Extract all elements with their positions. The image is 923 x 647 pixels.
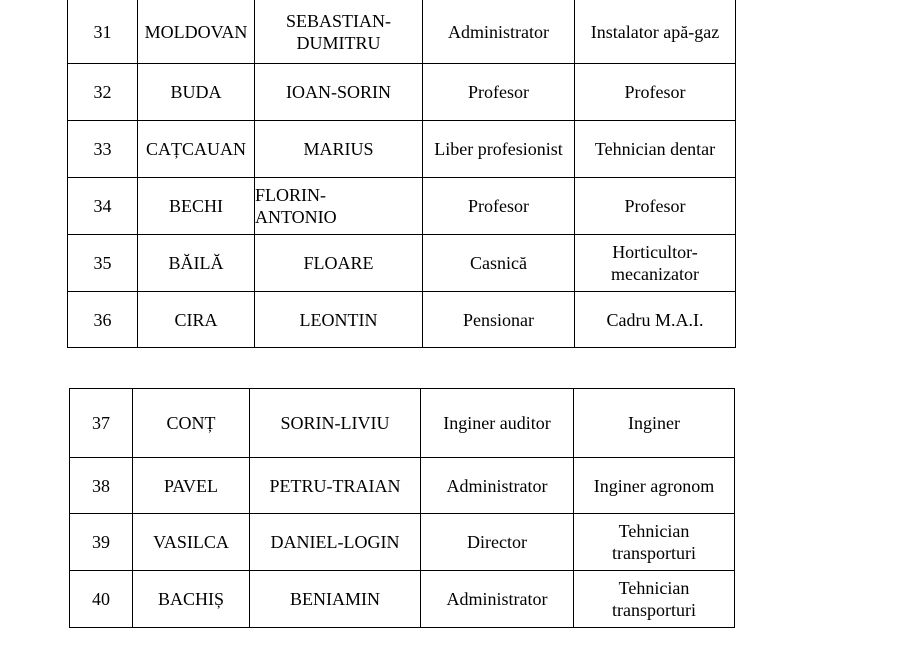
last-name-cell: CAȚCAUAN [138, 121, 255, 178]
profession-line-2: transporturi [612, 543, 696, 563]
profession-line-1: Profesor [624, 82, 686, 102]
first-name-line-1: FLORIN- [255, 185, 326, 205]
row-number-cell: 31 [68, 0, 138, 64]
first-name-line-1: LEONTIN [299, 309, 378, 330]
table-row [70, 389, 735, 458]
candidates-table-1 [67, 0, 736, 348]
profession-line-1: Tehnician [618, 521, 690, 541]
profession-line-1: Inginer agronom [593, 475, 715, 496]
profession-cell [575, 292, 736, 348]
row-number-cell: 34 [68, 178, 138, 235]
first-name-cell [250, 389, 421, 458]
first-name-line-2: ANTONIO [255, 207, 337, 227]
last-name-cell: BECHI [138, 178, 255, 235]
row-number-cell: 37 [70, 389, 133, 458]
profession-cell [574, 389, 735, 458]
first-name-line-1: FLOARE [303, 253, 374, 273]
occupation-cell: Profesor [423, 178, 575, 235]
profession-line-1: Cadru M.A.I. [606, 309, 704, 330]
profession-cell [575, 121, 736, 178]
last-name-cell: BACHIȘ [133, 571, 250, 628]
last-name-cell: PAVEL [133, 458, 250, 514]
profession-line-1: Tehnician [618, 578, 690, 598]
first-name-line-1: SEBASTIAN- [285, 10, 391, 31]
first-name-cell [255, 0, 423, 64]
row-number-cell: 38 [70, 458, 133, 514]
last-name-cell: BUDA [138, 64, 255, 121]
table-row [70, 571, 735, 628]
profession-line-1: Profesor [624, 196, 686, 216]
table-row [68, 64, 736, 121]
first-name-cell [255, 64, 423, 121]
row-number-cell: 32 [68, 64, 138, 121]
first-name-line-1: IOAN-SORIN [286, 82, 391, 102]
occupation-cell: Profesor [423, 64, 575, 121]
row-number-cell: 35 [68, 235, 138, 292]
row-number-cell: 36 [68, 292, 138, 348]
profession-line-1: Inginer [628, 413, 680, 433]
table-row [68, 0, 736, 64]
first-name-line-1: DANIEL-LOGIN [270, 532, 400, 552]
profession-cell [574, 458, 735, 514]
first-name-line-1: SORIN-LIVIU [280, 413, 390, 433]
first-name-line-1: MARIUS [303, 139, 374, 159]
profession-cell [575, 235, 736, 292]
table-row [70, 458, 735, 514]
profession-cell [574, 514, 735, 571]
first-name-cell [250, 571, 421, 628]
occupation-cell: Administrator [421, 458, 574, 514]
first-name-cell [255, 292, 423, 348]
profession-cell [574, 571, 735, 628]
profession-line-1: Tehnician dentar [594, 139, 716, 159]
first-name-cell [250, 514, 421, 571]
table-row [70, 514, 735, 571]
first-name-cell [255, 178, 423, 235]
occupation-cell: Inginer auditor [421, 389, 574, 458]
last-name-cell: MOLDOVAN [138, 0, 255, 64]
last-name-cell: VASILCA [133, 514, 250, 571]
row-number-cell: 40 [70, 571, 133, 628]
occupation-cell: Casnică [423, 235, 575, 292]
occupation-cell: Liber profesionist [423, 121, 575, 178]
profession-line-2: mecanizator [611, 264, 699, 284]
first-name-line-2: DUMITRU [296, 32, 381, 53]
profession-cell [575, 0, 736, 64]
last-name-cell: CONȚ [133, 389, 250, 458]
table-row [68, 121, 736, 178]
profession-line-2: transporturi [612, 600, 696, 620]
table-row [68, 178, 736, 235]
occupation-cell: Administrator [423, 0, 575, 64]
profession-line-1: Instalator apă-gaz [590, 21, 720, 42]
first-name-cell [250, 458, 421, 514]
occupation-cell: Pensionar [423, 292, 575, 348]
occupation-cell: Director [421, 514, 574, 571]
row-number-cell: 39 [70, 514, 133, 571]
profession-cell [575, 64, 736, 121]
table-row [68, 235, 736, 292]
occupation-cell: Administrator [421, 571, 574, 628]
first-name-cell [255, 121, 423, 178]
table-row [68, 292, 736, 348]
first-name-line-1: BENIAMIN [290, 589, 380, 609]
last-name-cell: CIRA [138, 292, 255, 348]
profession-cell [575, 178, 736, 235]
first-name-line-1: PETRU-TRAIAN [269, 475, 401, 496]
profession-line-1: Horticultor- [612, 242, 698, 262]
last-name-cell: BĂILĂ [138, 235, 255, 292]
first-name-cell [255, 235, 423, 292]
candidates-table-2 [69, 388, 735, 628]
row-number-cell: 33 [68, 121, 138, 178]
